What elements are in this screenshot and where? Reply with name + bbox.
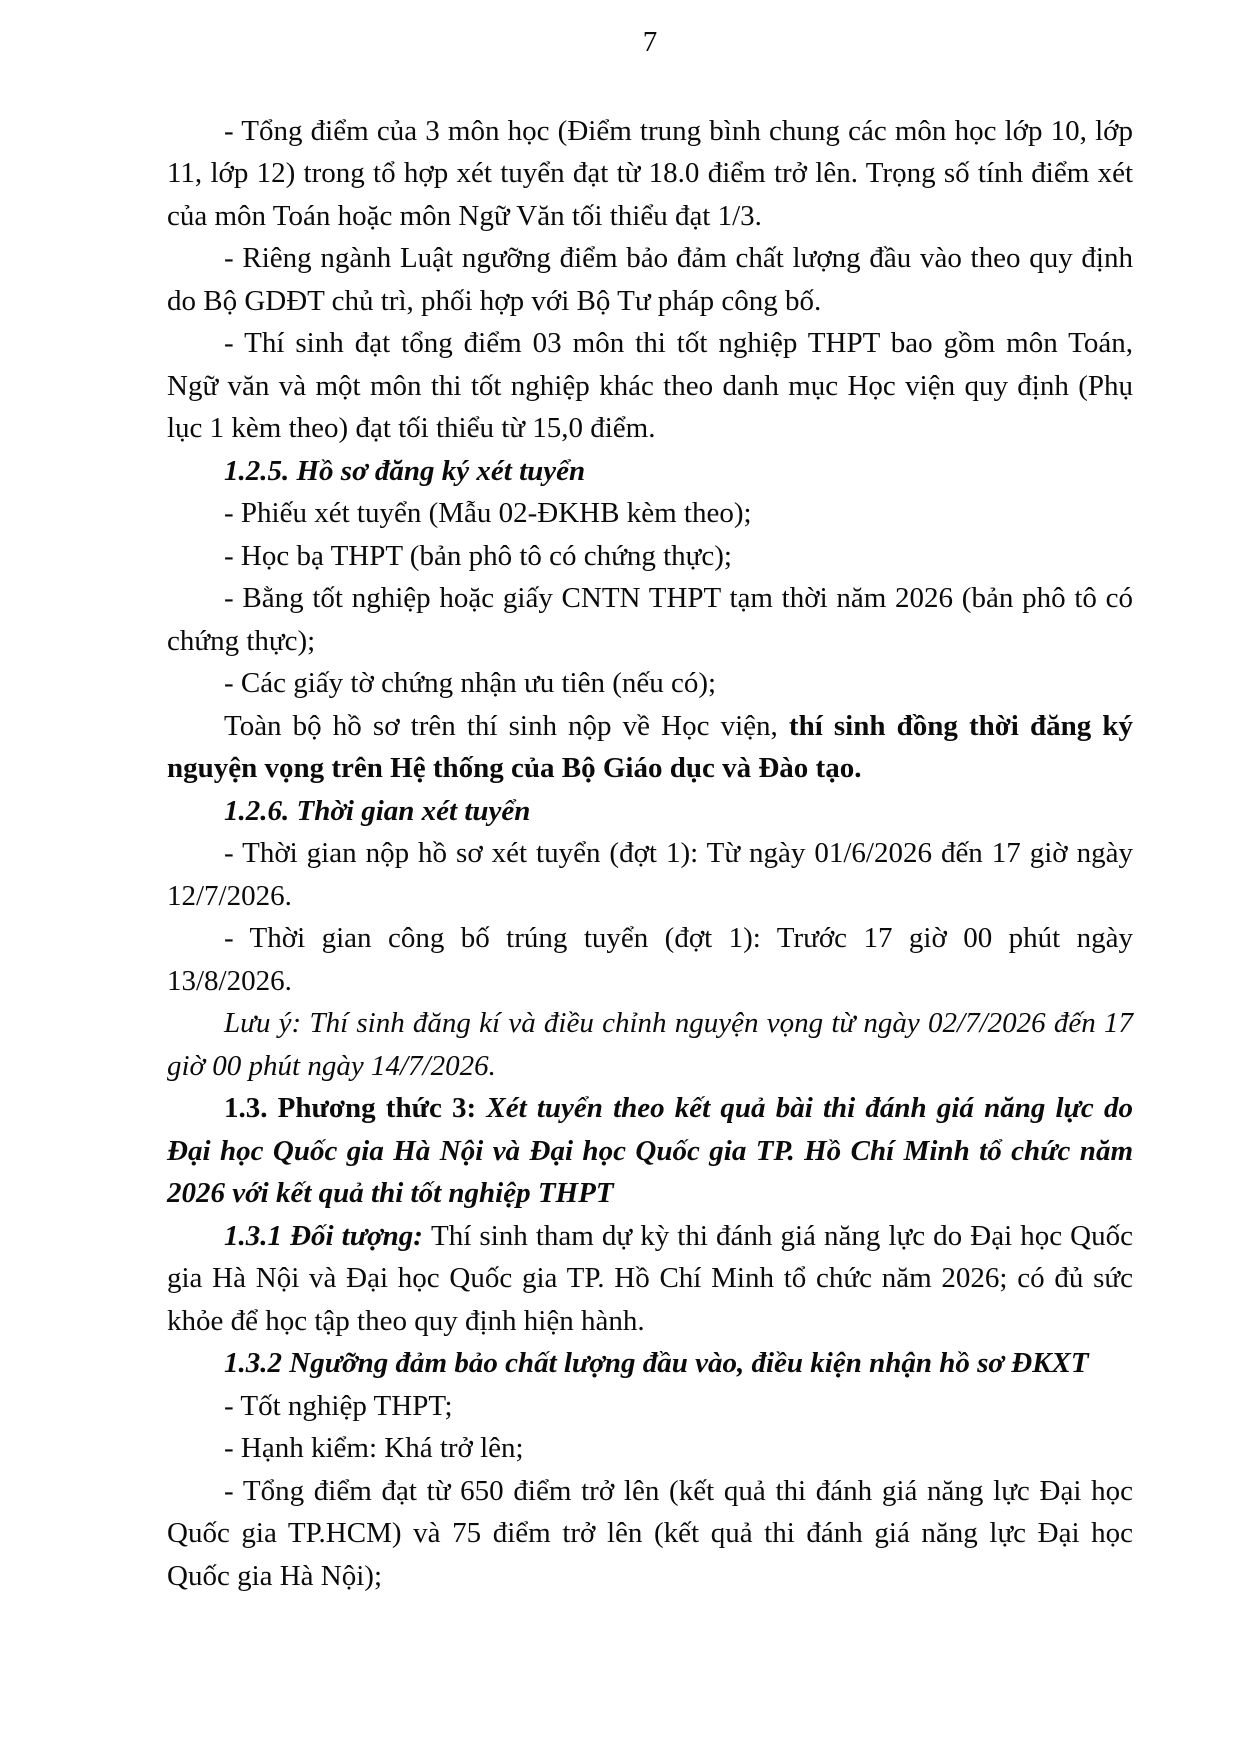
text-run: 1.3.2 Ngưỡng đảm bảo chất lượng đầu vào, điều kiện nhận hồ sơ ĐKXT [224, 1347, 1089, 1379]
text-run: 1.3.1 Đối tượng: [224, 1219, 432, 1252]
text-run: Toàn bộ hồ sơ trên thí sinh nộp về Học viện, [224, 709, 789, 742]
para-bang-tot-nghiep [167, 577, 1133, 662]
text-run: thí sinh đồng thời đăng ký nguyện vọng trên Hệ thống của Bộ Giáo dục và Đào tạo. [167, 709, 1133, 784]
text-run: - Thời gian công bố trúng tuyển (đợt 1): Trước 17 giờ 00 phút ngày 13/8/2026. [167, 922, 1133, 997]
text-run: 1.2.5. Hồ sơ đăng ký xét tuyển [224, 454, 586, 487]
text-run: Xét tuyển theo kết quả bài thi đánh giá năng lực do Đại học Quốc gia Hà Nội và Đại học Quốc gia TP. Hồ Chí Minh tổ chức năm 2026 với kết quả thi tốt nghiệp THPT [167, 1092, 1133, 1209]
text-run: - Hạnh kiểm: Khá trở lên; [224, 1432, 524, 1464]
text-run: 1.3. Phương thức 3: [224, 1092, 487, 1124]
text-block [167, 0, 1133, 1597]
para-hanh-kiem [167, 1427, 1133, 1470]
text-run: Lưu ý: Thí sinh đăng kí và điều chỉnh nguyện vọng từ ngày 02/7/2026 đến 17 giờ 00 phút ngày 14/7/2026. [167, 1007, 1133, 1082]
para-1-3-1-doi-tuong [167, 1215, 1133, 1343]
para-hoc-ba-thpt [167, 535, 1133, 578]
para-tong-diem-650 [167, 1470, 1133, 1598]
text-run: 1.2.6. Thời gian xét tuyển [224, 794, 531, 827]
para-thi-sinh-dat-tong-diem [167, 322, 1133, 450]
document-body [167, 110, 1133, 1598]
para-thoi-gian-cong-bo [167, 917, 1133, 1002]
text-run: - Thời gian nộp hồ sơ xét tuyển (đợt 1): Từ ngày 01/6/2026 đến 17 giờ ngày 12/7/2026. [167, 837, 1133, 912]
para-luu-y [167, 1002, 1133, 1087]
heading-1-2-5-ho-so-dang-ky-xet-tuyen [167, 450, 1133, 493]
para-giay-to-uu-tien [167, 662, 1133, 705]
text-run: - Các giấy tờ chứng nhận ưu tiên (nếu có); [224, 667, 717, 699]
heading-1-3-2-nguong-dam-bao [167, 1342, 1133, 1385]
para-phieu-xet-tuyen [167, 492, 1133, 535]
para-rieng-nganh-luat [167, 237, 1133, 322]
page-number: 7 [642, 26, 658, 58]
text-run: - Tổng điểm đạt từ 650 điểm trở lên (kết quả thi đánh giá năng lực Đại học Quốc gia TP.HCM) và 75 điểm trở lên (kết quả thi đánh giá năng lực Đại học Quốc gia Hà Nội); [167, 1474, 1133, 1592]
text-run: - Tổng điểm của 3 môn học (Điểm trung bình chung các môn học lớp 10, lớp 11, lớp 12) trong tổ hợp xét tuyển đạt từ 18.0 điểm trở lên. Trọng số tính điểm xét của môn Toán hoặc môn Ngữ Văn tối thiểu đạt 1/3. [167, 114, 1133, 232]
text-run: - Thí sinh đạt tổng điểm 03 môn thi tốt nghiệp THPT bao gồm môn Toán, Ngữ văn và một môn thi tốt nghiệp khác theo danh mục Học viện quy định (Phụ lục 1 kèm theo) đạt tối thiểu từ 15,0 điểm. [167, 327, 1133, 444]
para-tong-diem-3-mon-hoc [167, 110, 1133, 238]
para-toan-bo-ho-so [167, 705, 1133, 790]
text-run: - Tốt nghiệp THPT; [224, 1389, 453, 1422]
text-run: - Học bạ THPT (bản phô tô có chứng thực); [224, 539, 732, 572]
text-run: - Bằng tốt nghiệp hoặc giấy CNTN THPT tạm thời năm 2026 (bản phô tô có chứng thực); [167, 582, 1133, 657]
text-run: Thí sinh tham dự kỳ thi đánh giá năng lực do Đại học Quốc gia Hà Nội và Đại học Quốc gia TP. Hồ Chí Minh tổ chức năm 2026; có đủ sức khỏe để học tập theo quy định hiện hành. [167, 1219, 1133, 1337]
heading-1-3-phuong-thuc-3 [167, 1087, 1133, 1215]
text-run: - Riêng ngành Luật ngưỡng điểm bảo đảm chất lượng đầu vào theo quy định do Bộ GDĐT chủ trì, phối hợp với Bộ Tư pháp công bố. [167, 242, 1133, 317]
text-run: - Phiếu xét tuyển (Mẫu 02-ĐKHB kèm theo); [224, 497, 752, 529]
para-thoi-gian-nop-ho-so [167, 832, 1133, 917]
heading-1-2-6-thoi-gian-xet-tuyen [167, 790, 1133, 833]
para-tot-nghiep-thpt [167, 1385, 1133, 1428]
